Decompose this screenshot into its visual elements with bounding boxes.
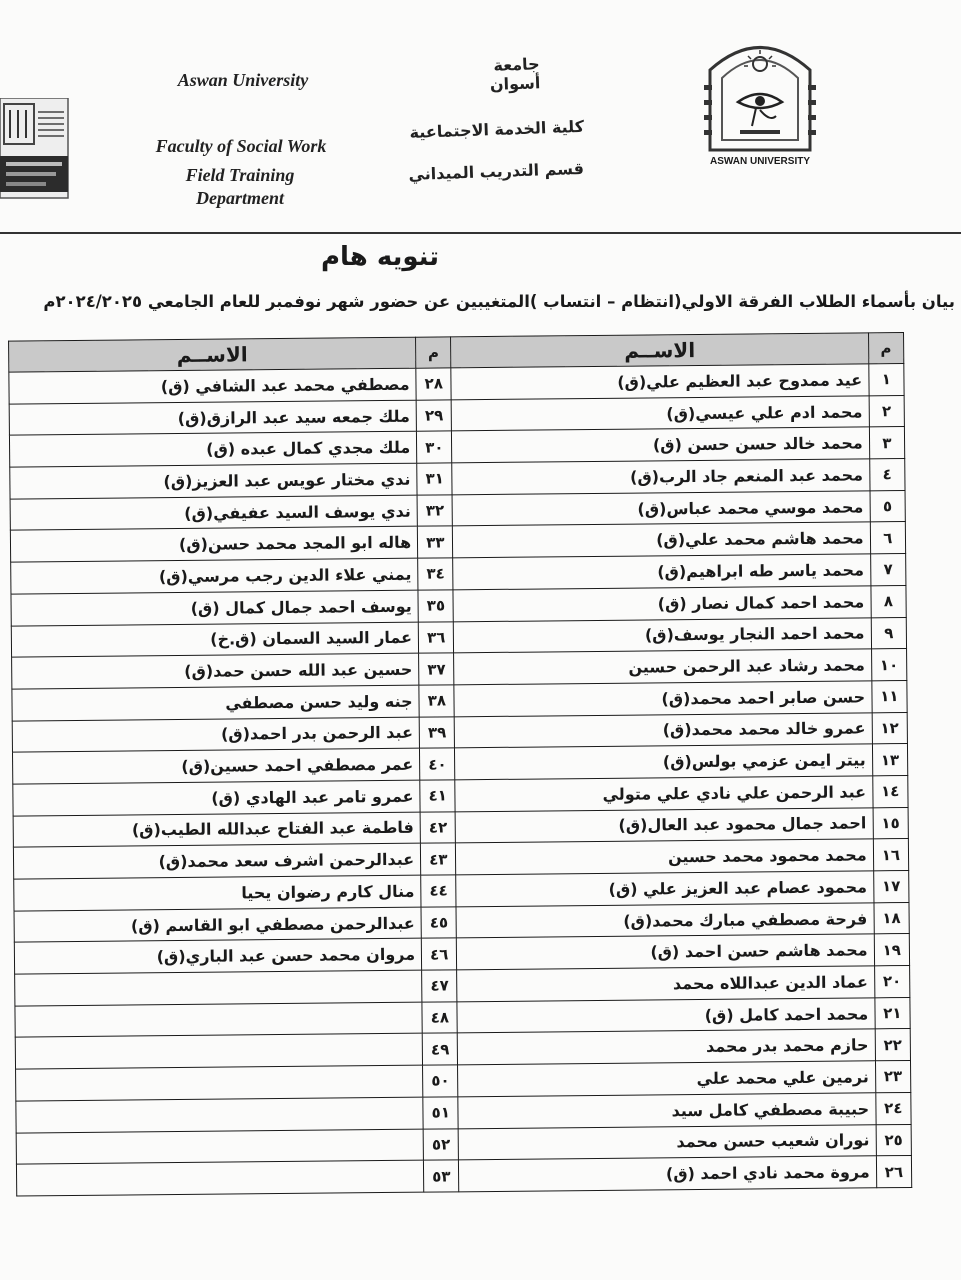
student-name-right: محمد احمد النجار يوسف(ق) bbox=[454, 617, 871, 653]
row-number-right: ٢٠ bbox=[874, 966, 910, 998]
student-name-left: عبدالرحمن اشرف سعد محمد(ق) bbox=[13, 843, 420, 879]
student-name-right: بيتر ايمن عزمي بولس(ق) bbox=[455, 744, 872, 780]
row-number-left: ٢٩ bbox=[416, 400, 452, 432]
row-number-right: ١٧ bbox=[873, 870, 909, 902]
row-number-left: ٣١ bbox=[417, 463, 453, 495]
table-body bbox=[9, 364, 912, 1196]
row-number-right: ٩ bbox=[871, 617, 907, 649]
col-header-name-2: الاســم bbox=[9, 337, 416, 372]
row-number-right: ١٦ bbox=[873, 839, 909, 871]
row-number-left: ٣٧ bbox=[419, 653, 455, 685]
student-name-right: فرحة مصطفي مبارك محمد(ق) bbox=[456, 903, 873, 939]
aswan-university-emblem-icon bbox=[700, 30, 820, 155]
row-number-left: ٤٥ bbox=[421, 907, 457, 939]
row-number-right: ١٩ bbox=[874, 934, 910, 966]
student-name-left bbox=[15, 970, 422, 1006]
row-number-left: ٥٠ bbox=[423, 1065, 459, 1097]
row-number-left: ٢٨ bbox=[416, 368, 452, 400]
student-name-left bbox=[15, 1034, 422, 1070]
row-number-left: ٣٣ bbox=[417, 526, 453, 558]
row-number-right: ٢٣ bbox=[875, 1061, 911, 1093]
row-number-right: ١ bbox=[868, 364, 904, 396]
row-number-left: ٣٢ bbox=[417, 495, 453, 527]
notice-statement: بيان بأسماء الطلاب الفرقة الاولي(انتظام – انتساب )المتغيبين عن حضور شهر نوفمبر للعام الجامعي ٢٠٢٤/٢٠٢٥م bbox=[43, 292, 955, 311]
row-number-left: ٣٠ bbox=[417, 431, 453, 463]
row-number-left: ٤٦ bbox=[421, 938, 457, 970]
student-name-right: نرمين علي محمد علي bbox=[458, 1061, 875, 1097]
student-name-left bbox=[16, 1160, 423, 1196]
student-name-right: محمد رشاد عبد الرحمن حسين bbox=[454, 649, 871, 685]
student-name-right: عماد الدين عبداللاه محمد bbox=[457, 966, 874, 1002]
row-number-left: ٤٧ bbox=[422, 970, 458, 1002]
absent-students-table bbox=[8, 332, 912, 1196]
student-name-right: محمد هاشم حسن احمد (ق) bbox=[457, 934, 874, 970]
student-name-left: مصطفي محمد عبد الشافي (ق) bbox=[9, 368, 416, 404]
student-name-left: عمار السيد السمان (ق.خ) bbox=[11, 622, 418, 658]
student-name-right: حازم محمد بدر محمد bbox=[458, 1029, 875, 1065]
row-number-left: ٣٨ bbox=[419, 685, 455, 717]
student-name-left: يوسف احمد جمال كمال (ق) bbox=[11, 590, 418, 626]
row-number-right: ١٣ bbox=[872, 744, 908, 776]
student-name-right: حبيبة مصطفي كامل سيد bbox=[458, 1093, 875, 1129]
row-number-right: ٢٥ bbox=[876, 1124, 912, 1156]
row-number-right: ٥ bbox=[870, 490, 906, 522]
student-name-left: ملك جمعه سيد عبد الرازق(ق) bbox=[9, 400, 416, 436]
student-name-right: محمد موسي محمد عباس(ق) bbox=[453, 491, 870, 527]
row-number-left: ٥٢ bbox=[423, 1128, 459, 1160]
student-name-left: ملك مجدي كمال عبده (ق) bbox=[9, 432, 416, 468]
col-header-number-1: م bbox=[868, 333, 904, 364]
student-name-right: حسن صابر احمد محمد(ق) bbox=[454, 681, 871, 717]
student-name-right: محمد محمود محمد حسين bbox=[456, 839, 873, 875]
faculty-logo-icon bbox=[0, 98, 70, 208]
row-number-left: ٥١ bbox=[423, 1097, 459, 1129]
student-name-right: نوران شعيب حسن محمد bbox=[459, 1124, 876, 1160]
row-number-right: ٢ bbox=[869, 395, 905, 427]
col-header-number-2: م bbox=[416, 337, 452, 368]
student-name-left: عبد الرحمن بدر احمد(ق) bbox=[12, 717, 419, 753]
student-name-left: عمر مصطفي احمد حسين(ق) bbox=[12, 748, 419, 784]
student-name-right: محمد ادم علي عيسي(ق) bbox=[452, 396, 869, 432]
student-name-right: عمرو خالد محمد محمد(ق) bbox=[455, 712, 872, 748]
university-name-ar: جامعة أسوان bbox=[489, 54, 541, 95]
student-name-right: محمد احمد كامل (ق) bbox=[457, 998, 874, 1034]
student-name-left bbox=[16, 1065, 423, 1101]
student-name-left: حسين عبد الله حسن حمد(ق) bbox=[12, 653, 419, 689]
row-number-left: ٣٤ bbox=[418, 558, 454, 590]
department-line-2-en: Department bbox=[196, 188, 284, 208]
row-number-right: ٢١ bbox=[875, 997, 911, 1029]
row-number-left: ٣٦ bbox=[418, 621, 454, 653]
student-name-right: احمد جمال محمود عبد العال(ق) bbox=[456, 807, 873, 843]
row-number-left: ٤٩ bbox=[422, 1033, 458, 1065]
row-number-right: ٣ bbox=[869, 427, 905, 459]
row-number-right: ٢٢ bbox=[875, 1029, 911, 1061]
student-name-left bbox=[16, 1097, 423, 1133]
department-line-1-en: Field Training bbox=[185, 165, 295, 185]
row-number-right: ١٤ bbox=[872, 775, 908, 807]
notice-title: تنويه هام bbox=[320, 242, 440, 272]
department-name-ar: قسم التدريب الميداني bbox=[408, 158, 585, 184]
row-number-right: ٨ bbox=[871, 585, 907, 617]
student-name-left: عمرو تامر عبد الهادي (ق) bbox=[13, 780, 420, 816]
student-name-left: مروان محمد حسن عبد الباري(ق) bbox=[14, 939, 421, 975]
row-number-right: ٤ bbox=[869, 459, 905, 491]
student-name-left bbox=[15, 1002, 422, 1038]
student-name-right: مروة محمد نادي احمد (ق) bbox=[459, 1156, 876, 1192]
row-number-left: ٣٥ bbox=[418, 590, 454, 622]
row-number-left: ٤٢ bbox=[420, 811, 456, 843]
col-header-name-1: الاســم bbox=[451, 333, 868, 368]
faculty-name-en: Faculty of Social Work bbox=[155, 136, 327, 156]
row-number-left: ٣٩ bbox=[419, 716, 455, 748]
student-name-right: عيد ممدوح عبد العظيم علي(ق) bbox=[451, 364, 868, 400]
row-number-right: ٢٦ bbox=[876, 1156, 912, 1188]
row-number-left: ٤٤ bbox=[421, 875, 457, 907]
row-number-right: ١٢ bbox=[872, 712, 908, 744]
row-number-left: ٤١ bbox=[420, 780, 456, 812]
student-name-left: عبدالرحمن مصطفي ابو القاسم (ق) bbox=[14, 907, 421, 943]
student-name-right: محمد ياسر طه ابراهيم(ق) bbox=[453, 554, 870, 590]
row-number-right: ١١ bbox=[872, 680, 908, 712]
row-number-right: ٢٤ bbox=[875, 1092, 911, 1124]
faculty-name-ar: كلية الخدمة الاجتماعية bbox=[409, 116, 585, 142]
university-name-en: Aswan University bbox=[177, 70, 309, 90]
row-number-right: ١٨ bbox=[874, 902, 910, 934]
row-number-right: ٧ bbox=[870, 554, 906, 586]
student-name-left bbox=[16, 1129, 423, 1165]
student-name-left: يمني علاء الدين رجب مرسي(ق) bbox=[11, 558, 418, 594]
row-number-left: ٤٣ bbox=[421, 843, 457, 875]
row-number-left: ٥٣ bbox=[424, 1160, 460, 1192]
row-number-left: ٤٨ bbox=[422, 1002, 458, 1034]
row-number-left: ٤٠ bbox=[420, 748, 456, 780]
logo-caption: ASWAN UNIVERSITY bbox=[709, 156, 810, 167]
university-logo bbox=[700, 30, 820, 180]
student-name-left: جنه وليد حسن مصطفي bbox=[12, 685, 419, 721]
student-name-left: ندي مختار عويس عبد العزيز(ق) bbox=[10, 463, 417, 499]
student-name-right: محمد احمد كمال نصار (ق) bbox=[453, 586, 870, 622]
row-number-right: ١٠ bbox=[871, 649, 907, 681]
student-name-left: فاطمة عبد الفتاح عبدالله الطيب(ق) bbox=[13, 812, 420, 848]
student-name-right: محمد خالد حسن حسن (ق) bbox=[452, 427, 869, 463]
student-name-left: منال كارم رضوان يحيا bbox=[14, 875, 421, 911]
row-number-right: ٦ bbox=[870, 522, 906, 554]
row-number-right: ١٥ bbox=[873, 807, 909, 839]
student-name-right: محمد عبد المنعم جاد الرب(ق) bbox=[452, 459, 869, 495]
student-name-right: محمود عصام عبد العزيز علي (ق) bbox=[456, 871, 873, 907]
header-divider bbox=[0, 232, 961, 234]
student-name-left: هاله ابو المجد محمد حسن(ق) bbox=[10, 527, 417, 563]
student-name-right: عبد الرحمن علي نادي علي متولي bbox=[455, 776, 872, 812]
student-name-right: محمد هاشم محمد علي(ق) bbox=[453, 522, 870, 558]
student-name-left: ندي يوسف السيد عفيفي(ق) bbox=[10, 495, 417, 531]
